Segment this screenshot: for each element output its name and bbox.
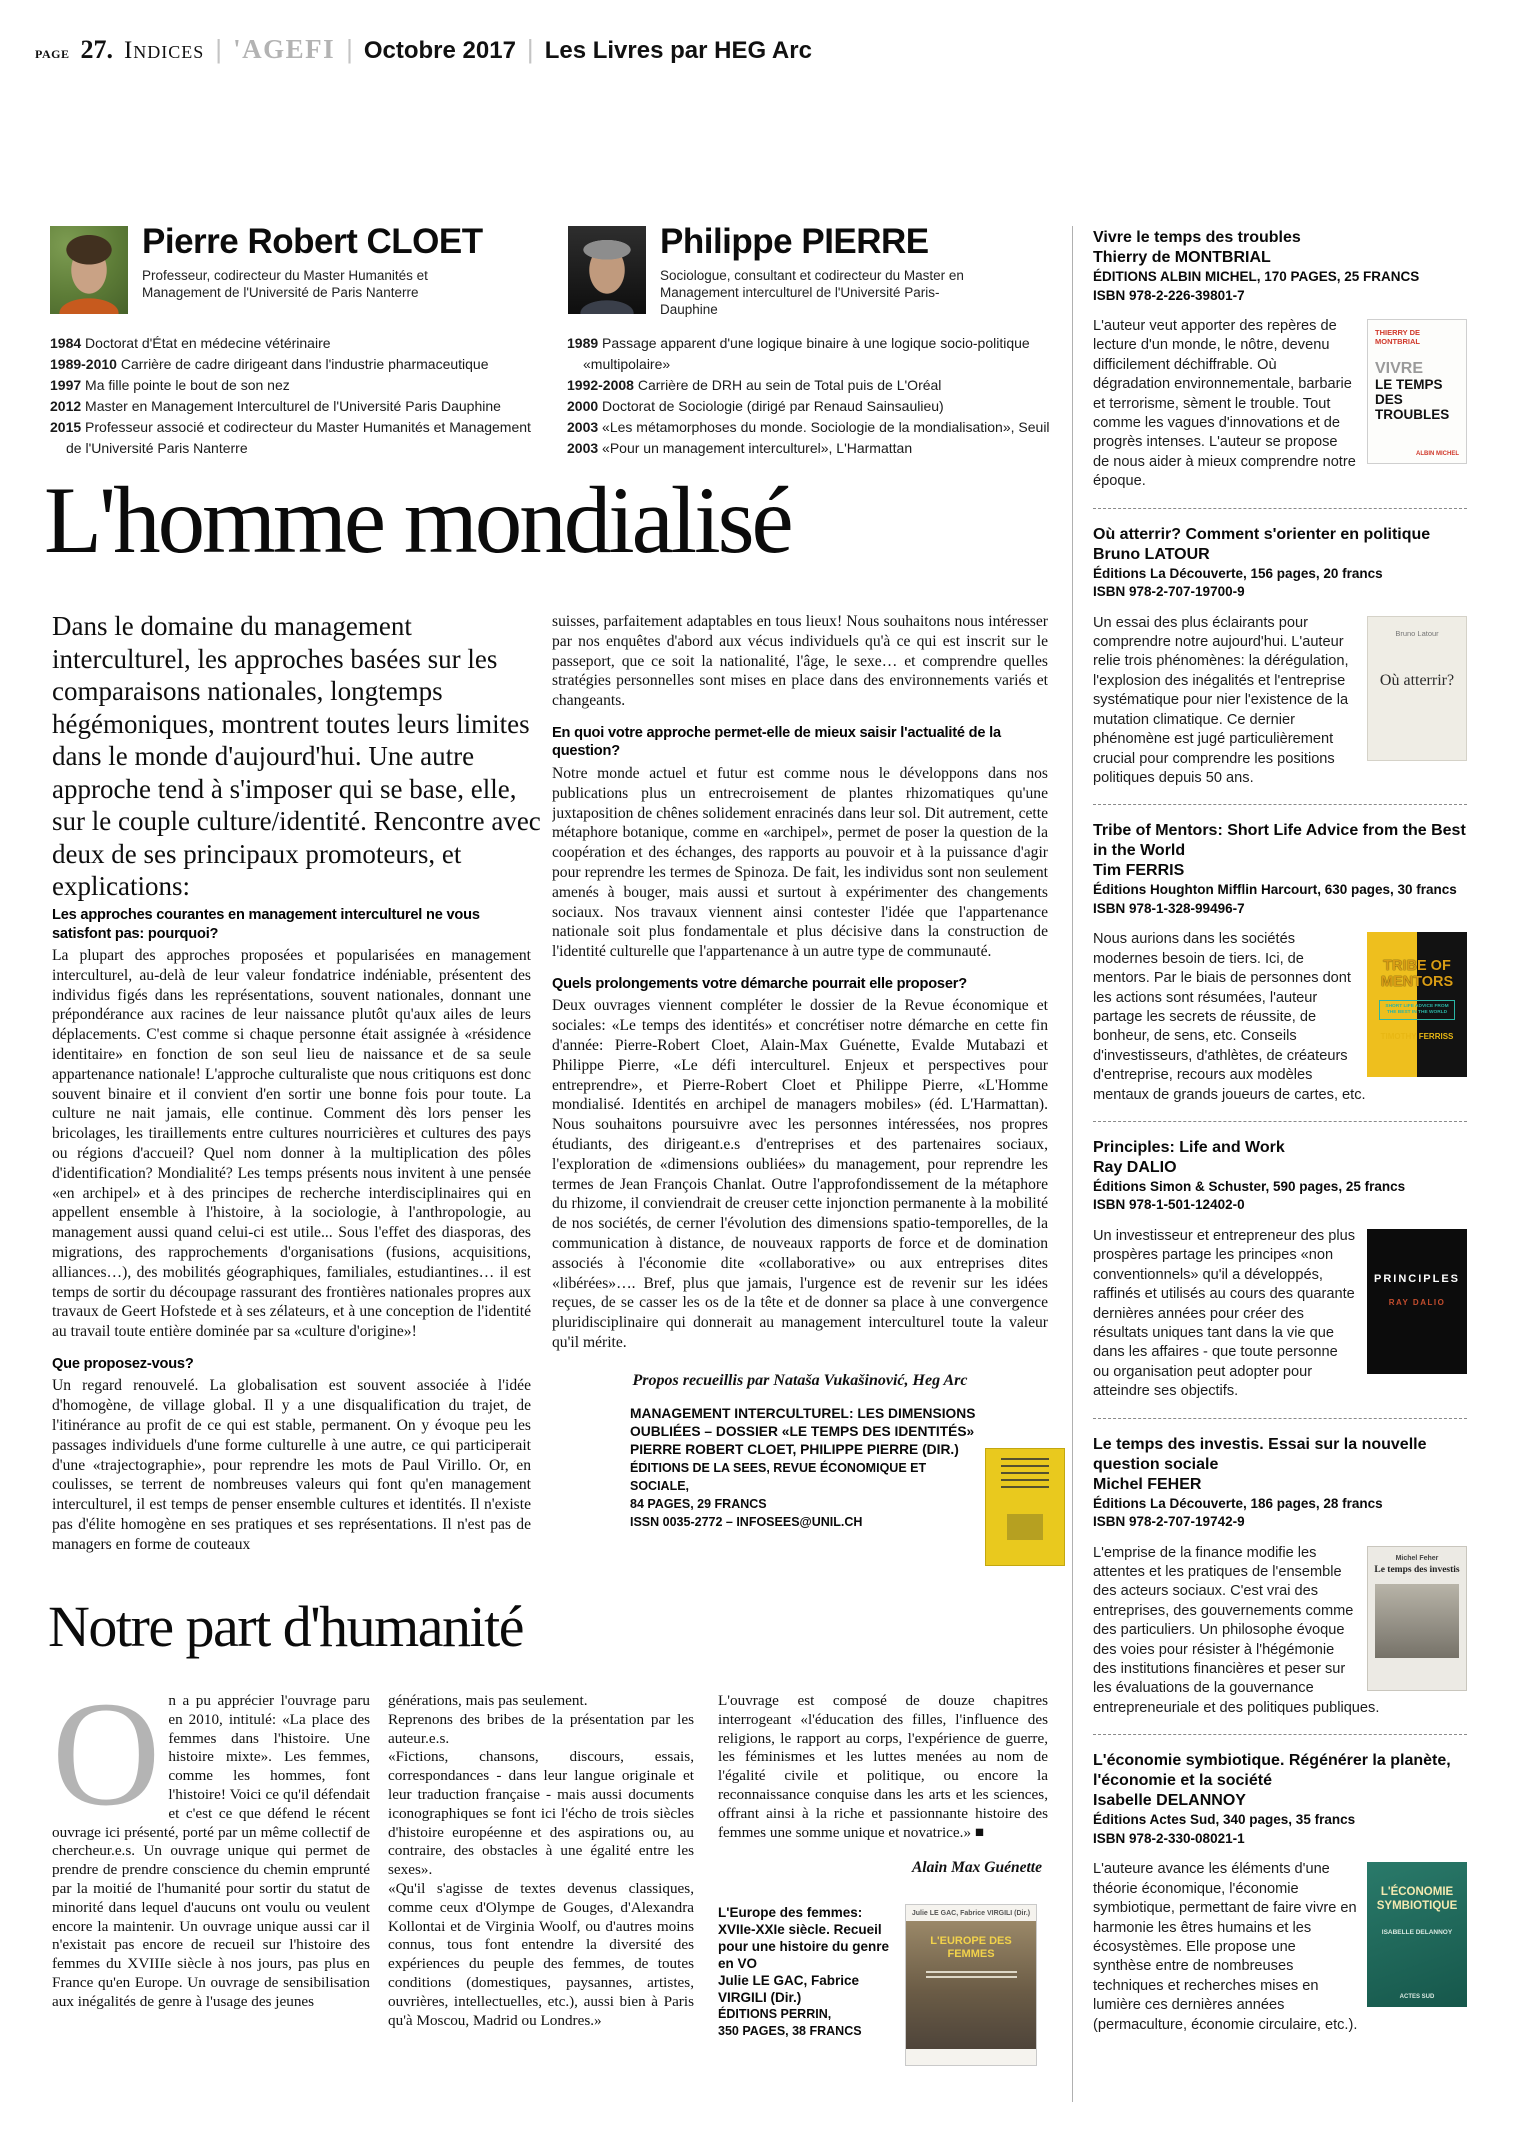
article2-paragraph: L'ouvrage est composé de douze chapitres interrogeant «l'éducation des filles, l'influence des religions, le rapport au corps, l'expérience de guerre, les féminismes et les luttes menées au nom de l'égalité civile et politique, ou encore la reconnaissance conquise dans les arts et les sciences, offrant ainsi à la riche et passionnante histoire des femmes une somme unique et novatrice.» ■ [718,1692,1048,1841]
book-isbn: ISBN 978-2-707-19700-9 [1093,584,1245,600]
article2-text: n a pu apprécier l'ouvrage paru en 2010, intitulé: «La place des femmes dans l'histoire. Une histoire mixte». Les femmes, comme les hommes, font l'histoire! Voici ce qu'il défendait et c'est ce que défend le récent ouvrage ici présenté, porté par un même collectif de chercheur.e.s. Un ouvrage unique qui permet de prendre de prendre conscience du chemin emprunté par la moitié de l'humanité pour sortir du statut de minorité dans lequel d'aucuns ont voulu ou veulent encore la maintenir. Un ouvrage unique aussi car il n'existait pas encore de recueil sur l'histoire des femmes du XVIIIe siècle à nos jours, pas plus en France qu'en Europe. Un ouvrage de sensibilisation aux inégalités de genre à l'usage des jeunes [52,1692,370,2010]
interview-question: Les approches courantes en management interculturel ne vous satisfont pas: pourquoi? [52,907,480,942]
author-role: Sociologue, consultant et codirecteur du Master en Management interculturel de l'Université Paris-Dauphine [660,268,964,317]
article2-paragraph: «Fictions, chansons, discours, essais, correspondances - dans leur langue originale et leur traduction française - mais aussi documents iconographiques se font ici l'écho de trois siècles d'histoire européenne et des aspirations ou, au contraire, des obstacles à une égalité entre les sexes». [388,1748,694,1879]
book-cover-tribe-of-mentors [1367,932,1467,1077]
cover-publisher: ACTES SUD [1399,1994,1435,2001]
book-cover-ou-atterrir [1367,616,1467,761]
cover-title: VIVRE [1375,360,1424,377]
section-name: Indices [123,37,205,64]
author-timeline [50,333,540,459]
book-review-text: TRIBE OF MENTORS SHORT LIFE ADVICE FROM THE BEST IN THE WORLD TIMOTHY FERRISS Nous aurions dans les sociétés modernes besoin de tiers. Ici, de mentors. Par le biais de personnes dont les actions sont résumées, l'auteur partage les secrets de réussite, de bonheur, de sens, etc. Conseils d'investisseurs, d'athlètes, de créateurs d'entreprise, recours aux modèles mentaux de grands joueurs de cartes, etc. [1093,930,1467,1105]
cover-title: L'ÉCONOMIE SYMBIOTIQUE [1376,1886,1458,1912]
author-timeline [567,333,1057,459]
cover-author: ISABELLE DELANNOY [1381,1929,1453,1937]
cover-text-lines [1001,1458,1049,1488]
cover-publisher: ALBIN MICHEL [1416,451,1459,457]
sidebar-book-tribe-of-mentors [1093,821,1467,1122]
interview-byline: Propos recueillis par Nataša Vukašinović, Heg Arc [632,1371,968,1389]
book-isbn: ISBN 978-1-501-12402-0 [1093,1197,1245,1213]
sidebar-book-principles [1093,1138,1467,1419]
revue-cover-thumbnail [985,1448,1065,1566]
book-author: Bruno LATOUR [1093,545,1210,563]
book-ref-authors: Julie LE GAC, Fabrice VIRGILI (Dir.) [718,1973,860,2006]
book-ref-editions: ÉDITIONS PERRIN, [718,2007,832,2022]
book-cover-economie-symbiotique [1367,1862,1467,2007]
author-role: Professeur, codirecteur du Master Humanités et Management de l'Université de Paris Nanterre [142,268,428,300]
interview-column-right [552,612,1048,1564]
book-isbn: ISBN 978-2-707-19742-9 [1093,1514,1245,1530]
book-cover-vivre [1367,319,1467,464]
separator: | [215,34,223,64]
book-title: Vivre le temps des troubles [1093,229,1301,246]
sidebar-book-ou-atterrir [1093,525,1467,806]
cover-photo [1375,1584,1459,1658]
sidebar-book-temps-des-investis [1093,1435,1467,1736]
column-divider [1072,226,1073,2102]
book-cover-europe-des-femmes [905,1904,1037,2066]
book-title: Le temps des investis. Essai sur la nouvelle question sociale [1093,1435,1427,1473]
timeline-item: 1984 Doctorat d'État en médecine vétérinaire [50,335,331,351]
timeline-item: 1992-2008 Carrière de DRH au sein de Total puis de L'Oréal [567,377,942,393]
author-name: Pierre Robert CLOET [142,222,483,261]
book-author: Thierry de MONTBRIAL [1093,249,1271,266]
main-headline: L'homme mondialisé [44,467,791,573]
interview-answer: Un regard renouvelé. La globalisation est souvent associée à l'idée d'homogène, de village global. Il y a une disqualification du trajet, de l'itinérance au profit de ce qui est stable, permanent. On y évoque peu les passages individuels d'une forme culturelle à une autre, ce qui participerait d'une «trajectographie», pour reprendre les mots de Paul Virillo. Or, en coulisses, se terrent de nombreuses valeurs qui font qu'en management interculturel, il est temps de penser ensemble cultures et identités. Il n'existe pas d'élite homogène en ses pratiques et ses représentations. Il n'est pas de managers en forme de couteaux [52,1377,531,1553]
second-headline: Notre part d'humanité [48,1594,524,1659]
author-photo [50,226,128,314]
timeline-item: 2012 Master en Management Interculturel de l'Université Paris Dauphine [50,398,501,414]
issue-date: Octobre 2017 [363,37,516,64]
cover-photo [906,1921,1036,2049]
article2-byline: Alain Max Guénette [911,1859,1042,1877]
book-ref-editions: ÉDITIONS DE LA SEES, REVUE ÉCONOMIQUE ET SOCIALE, [630,1460,927,1493]
author-bio-pierre [568,222,1068,318]
book-isbn: ISBN 978-2-226-39801-7 [1093,287,1245,303]
book-editions: Éditions La Découverte, 156 pages, 20 francs [1093,565,1383,581]
book-isbn: ISBN 978-1-328-99496-7 [1093,900,1245,916]
book-title: Tribe of Mentors: Short Life Advice from the Best in the World [1093,822,1466,860]
book-review-text: PRINCIPLES RAY DALIO Un investisseur et entrepreneur des plus prospères partage les principes «non conventionnels» qu'il a développés, raffinés et utilisés au cours des quarante dernières années pour créer des résultats uniques tant dans la vie que dans les affaires - que toute personne ou organisation peut adopter pour atteindre ses objectifs. [1093,1227,1467,1402]
cover-subtitle: LE TEMPS DES TROUBLES [1375,377,1450,422]
page-label: PAGE [35,47,70,61]
cover-author: Bruno Latour [1395,628,1439,638]
book-editions: ÉDITIONS ALBIN MICHEL, 170 PAGES, 25 FRANCS [1093,269,1420,284]
cover-decoration [1007,1514,1043,1540]
page-header [35,34,812,65]
reviewed-book-reference [718,1904,900,2040]
book-cover-temps-des-investis [1367,1546,1467,1691]
book-title: Principles: Life and Work [1093,1138,1285,1156]
book-author: Isabelle DELANNOY [1093,1792,1246,1810]
article-lede: Dans le domaine du management interculturel, les approches basées sur les comparaisons nationales, longtemps hégémoniques, montrent toutes leurs limites dans le monde d'aujourd'hui. Une autre approche tend à s'imposer qui se base, elle, sur le couple culture/identité. Rencontre avec deux de ses principaux promoteurs, et explications: [52,611,541,901]
article2-paragraph: «Qu'il s'agisse de textes devenus classiques, comme ceux d'Olympe de Gouges, d'Alexandra Kollontai et de Virginia Woolf, ou d'autres moins connus, tous font entendre la diversité des expériences du peuple des femmes, de toutes conditions (domestiques, paysannes, artistes, ouvrières, intellectuelles, etc.), aussi bien à Paris qu'à Moscou, Madrid ou Londres.» [388,1879,694,2029]
timeline-item: 1989-2010 Carrière de cadre dirigeant dans l'industrie pharmaceutique [50,356,489,372]
timeline-item: 2003 «Les métamorphoses du monde. Sociologie de la mondialisation», Seuil [567,419,1050,435]
reviewed-book-reference [630,1405,984,1531]
book-editions: Éditions Houghton Mifflin Harcourt, 630 pages, 30 francs [1093,882,1457,898]
book-title: Où atterrir? Comment s'orienter en politique [1093,525,1431,543]
book-ref-pages: 84 PAGES, 29 FRANCS [630,1496,767,1511]
timeline-item: 2000 Doctorat de Sociologie (dirigé par Renaud Sainsaulieu) [567,398,944,414]
rubric-title: Les Livres par HEG Arc [544,37,812,64]
page-number: 27. [80,35,113,64]
cover-title: L'EUROPE DES FEMMES [930,1935,1012,1960]
book-ref-issn: ISSN 0035-2772 – INFOSEES@UNIL.CH [630,1514,863,1529]
cover-authors: Julie LE GAC, Fabrice VIRGILI (Dir.) [911,1910,1031,1917]
book-review-text: Michel Feher Le temps des investis L'emprise de la finance modifie les attentes et les pratiques de l'ensemble des acteurs sociaux. C'est vrai des entreprises, des gouvernements comme des particuliers. Un philosophe évoque des voies pour résister à l'hégémonie des institutions financières et peser sur les évaluations de la gouvernance entrepreneuriale et des politiques publiques. [1093,1544,1467,1719]
book-review-text: THIERRY DE MONTBRIAL VIVRE LE TEMPS DES TROUBLES ALBIN MICHEL L'auteur veut apporter des repères de lecture d'un monde, le nôtre, devenu difficilement déchiffrable. Où dégradation environnementale, barbarie et terrorisme, sèment le trouble. Tout comme les vagues d'innovations et de progrès intenses. L'auteur se propose de nous aider à mieux comprendre notre époque. [1093,317,1467,492]
book-editions: Éditions Actes Sud, 340 pages, 35 francs [1093,1812,1356,1828]
book-cover-principles [1367,1229,1467,1374]
book-ref-authors: PIERRE ROBERT CLOET, PHILIPPE PIERRE (DIR.) [630,1441,959,1457]
book-ref-pages: 350 PAGES, 38 FRANCS [718,2024,862,2039]
timeline-item: 2015 Professeur associé et codirecteur du Master Humanités et Management de l'Université Paris Nanterre [50,419,531,456]
book-review-sidebar [1093,228,1467,2112]
book-editions: Éditions Simon & Schuster, 590 pages, 25 francs [1093,1178,1406,1194]
author-bio-cloet [50,222,550,301]
article2-column-1 [52,1692,370,2084]
interview-question: En quoi votre approche permet-elle de mieux saisir l'actualité de la question? [552,724,1001,760]
book-review-text: L'ÉCONOMIE SYMBIOTIQUE ISABELLE DELANNOY ACTES SUD L'auteure avance les éléments d'une théorie économique, l'économie symbiotique, permettant de faire vivre en harmonie les êtres humains et les écosystèmes. Elle propose une synthèse entre de nombreuses techniques et recherches mises en lumière ces dernières années (permaculture, économie circulaire, etc.). [1093,1860,1467,2035]
book-review-text: Bruno Latour Où atterrir? Un essai des plus éclairants pour comprendre notre aujourd'hui. L'auteur relie trois phénomènes: la dérégulation, l'explosion des inégalités et l'entreprise systématique pour nier l'existence de la mutation climatique. Ce dernier phénomène est jugé particulièrement crucial pour comprendre les positions politiques depuis 50 ans. [1093,614,1467,789]
interview-question: Que proposez-vous? [52,1355,194,1372]
interview-column-left [52,906,531,1566]
separator: | [346,34,353,64]
drop-cap: O [52,1692,161,1837]
cover-author: RAY DALIO [1388,1297,1446,1307]
sidebar-book-economie-symbiotique [1093,1751,1467,2051]
cover-title: Où atterrir? [1379,671,1455,689]
book-ref-title: MANAGEMENT INTERCULTUREL: LES DIMENSIONS OUBLIÉES – DOSSIER «LE TEMPS DES IDENTITÉS» [630,1405,976,1439]
book-author: Tim FERRIS [1093,862,1185,880]
sidebar-book-vivre [1093,228,1467,509]
article2-paragraph: Reprenons des bribes de la présentation par les auteur.e.s. [388,1710,694,1747]
timeline-item: 2003 «Pour un management interculturel», L'Harmattan [567,440,913,456]
book-isbn: ISBN 978-2-330-08021-1 [1093,1830,1245,1846]
agefi-logo: 'AGEFI [233,34,336,64]
book-editions: Éditions La Découverte, 186 pages, 28 francs [1093,1495,1383,1511]
article2-column-2 [388,1692,694,2084]
interview-answer: Deux ouvrages viennent compléter le dossier de la Revue économique et sociales: «Le temps des identités» et concrétiser notre démarche en cette fin d'année: Pierre-Robert Cloet, Alain-Max Guénette, Evalde Mutabazi et Philippe Pierre, «Le défi interculturel. Enjeux et perspectives pour entreprendre», et Pierre-Robert Cloet et Philippe Pierre, «L'Homme mondialisé. Identités en archipel de managers mobiles» (éd. L'Harmattan). Nous souhaitons poursuivre avec les personnes intéressées, nos propres étudiants, des dirigeant.e.s d'entreprises et des partenaires sociaux, l'exploration de «dimensions oubliées» du management, pour reprendre les termes de Jean François Chanlat. Outre l'approfondissement de la métaphore du rhizome, il conviendrait de creuser cette injonction permanente à la mobilité de nos sociétés, de cerner l'évolution des dimensions spatio-temporelles, de la communication à distance, de nouveaux rapports de force et de domination associés à l'économie dite «collaborative» ou aux entreprises dites «libérées»…. Bref, plus que jamais, l'urgence est de revenir sur les idées reçues, de se casser les os de la tête et de donner sa place à une convergence pluridisciplinaire qui donnerait au management interculturel toute la valeur qu'il mérite. [552,997,1048,1351]
cover-text-lines [926,1971,1017,1981]
cover-subtitle: SHORT LIFE ADVICE FROM THE BEST IN THE WORLD [1379,1000,1455,1020]
timeline-item: 1997 Ma fille pointe le bout de son nez [50,377,290,393]
author-photo [568,226,646,314]
interview-answer: suisses, parfaitement adaptables en tous lieux! Nous souhaitons nous intéresser par nos enquêtes d'abord aux vécus individuels qu'à ce qui est inscrit sur le passeport, que ce soit la nationalité, l'âge, le sexe… et comprendre quelles stratégies personnelles sont mises en place dans des environnements variés et changeants. [552,613,1048,710]
article2-paragraph: générations, mais pas seulement. [388,1692,588,1709]
author-name: Philippe PIERRE [660,222,929,261]
separator: | [526,34,534,64]
book-author: Ray DALIO [1093,1158,1177,1176]
interview-question: Quels prolongements votre démarche pourrait elle proposer? [552,975,967,992]
cover-author: Michel Feher [1395,1554,1439,1562]
timeline-item: 1989 Passage apparent d'une logique binaire à une logique socio-politique «multipolaire» [567,335,1030,372]
cover-author: THIERRY DE MONTBRIAL [1375,328,1421,346]
cover-title: PRINCIPLES [1373,1272,1460,1285]
book-title: L'économie symbiotique. Régénérer la planète, l'économie et la société [1093,1752,1451,1790]
interview-answer: La plupart des approches proposées et popularisées en management interculturel, au-delà de leur valeur fondatrice indéniable, présentent des individus figés dans les représentations, souvent nationales, donnant une prépondérance aux racines de leur naissance plutôt qu'aux ailes de leurs déplacements. C'est comme si chaque personne était assignée à «résidence identitaire» en fonction de son seul lieu de naissance et de sa seule appartenance nationale! L'approche culturaliste que nous critiquons est donc souvent binaire et il convient d'en sortir une bonne fois pour toute. La culture ne nait jamais, elle continue. Comment dès lors penser les bricolages, les tiraillements entre cultures nourricières et cultures des pays ou régions d'accueil? Quel nom donner à la multiplication des pôles d'identification? Mondialité? Les temps présents nous invitent à une pensée «en archipel» et à des principes de recherche interdisciplinaires qui en appellent ensemble à l'histoire, à la sociologie, à l'anthropologie, au management aussi quand celui-ci est utile... Sous l'effet des diasporas, des migrations, des rapprochements d'organisations (fusions, acquisitions, alliances…), des mobilités géographiques, familiales, estudiantines… il est temps de sortir du découpage rassurant des frontières nationales propres aux travaux de Geert Hofstede et à ses zélateurs, et à une conception de l'identité au travail toute entière dominée par sa «culture d'origine»! [52,947,531,1341]
cover-title: TRIBE OF MENTORS [1380,958,1454,991]
cover-title: Le temps des investis [1374,1564,1460,1575]
book-author: Michel FEHER [1093,1475,1202,1493]
interview-answer: Notre monde actuel et futur est comme nous le développons dans nos publications plus un entrecroisement de plantes rhizomatiques qu'une juxtaposition de chênes solidement enracinés dans leur sol. Dit autrement, cette métaphore botanique, comme en «archipel», permet de poser la question de la coopération et des échanges, des rapports au pouvoir et à la puissance d'agir pour reprendre les termes de Spinoza. De fait, les individus sont non seulement amenés à bouger, mais aussi et surtout à expérimenter des changements sociaux. Nos travaux viennent ainsi contester l'idée que l'appartenance nationale soit plus fondamentale et plus décisive dans la construction de l'identité culturelle que l'appartenance à un autre type de communauté. [552,764,1048,961]
cover-author: TIMOTHY FERRISS [1380,1032,1454,1042]
book-ref-title: L'Europe des femmes: XVIIe-XXIe siècle. Recueil pour une histoire du genre en VO [718,1905,890,1972]
